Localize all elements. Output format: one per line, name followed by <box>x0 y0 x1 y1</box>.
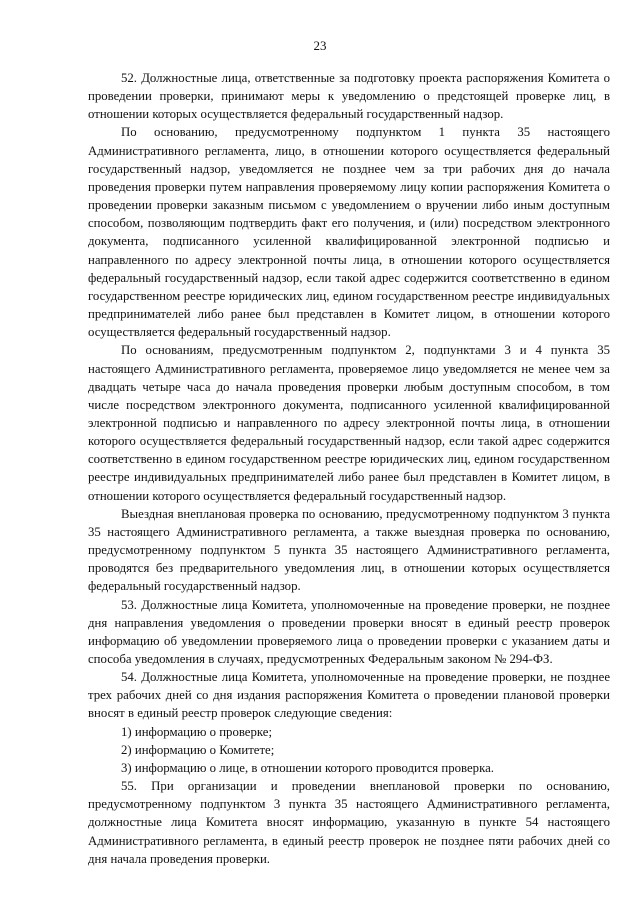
list-item-inspection-info: 1) информацию о проверке; <box>121 724 273 739</box>
paragraph-52: 52. Должностные лица, ответственные за подготовку проекта распоряжения Комитета о проведении проверки, принимают меры к уведомлению о предстоящей проверке лиц, в отношении которых осуществляется федеральный государственный надзор. <box>88 71 610 122</box>
document-body <box>88 69 610 868</box>
paragraph-notification-basis-2-4: По основаниям, предусмотренным подпунктом 2, подпунктами 3 и 4 пункта 35 настоящего Административного регламента, проверяемое лицо уведомляется не менее чем за двадцать четыре часа до начала проведения проверки любым доступным способом, в том числе посредством электронного документа, подписанного усиленной квалифицированной электронной подписью и направленного по адресу электронной почты лица, в отношении которого осуществляется федеральный государственный надзор, если такой адрес содержится соответственно в едином государственном реестре юридических лиц, едином государственном реестре индивидуальных предпринимателей либо ранее был представлен в Комитет лицом, в отношении которого осуществляется федеральный государственный надзор. <box>88 343 610 503</box>
paragraph-unannounced-inspection: Выездная внеплановая проверка по основанию, предусмотренному подпунктом 3 пункта 35 настоящего Административного регламента, а также выездная проверка по основанию, предусмотренному подпунктом 5 пункта 35 настоящего Административного регламента, проводятся без предварительного уведомления лиц, в отношении которых осуществляется федеральный государственный надзор. <box>88 506 610 594</box>
paragraph-53: 53. Должностные лица Комитета, уполномоченные на проведение проверки, не позднее дня направления уведомления о проведении проверки вносят в единый реестр проверок информацию об уведомлении проверяемого лица о проведении проверки с указанием даты и способа уведомления в случаях, предусмотренных Федеральным законом № 294-ФЗ. <box>88 597 610 666</box>
list-item-committee-info: 2) информацию о Комитете; <box>121 742 275 757</box>
paragraph-54: 54. Должностные лица Комитета, уполномоченные на проведение проверки, не позднее трех рабочих дней со дня издания распоряжения Комитета о проведении плановой проверки вносят в единый реестр проверок следующие сведения: <box>88 670 610 721</box>
list-item-inspected-person-info: 3) информацию о лице, в отношении которого проводится проверка. <box>121 760 494 775</box>
paragraph-55: 55. При организации и проведении внеплановой проверки по основанию, предусмотренному подпунктом 3 пункта 35 настоящего Административного регламента, должностные лица Комитета вносят информацию, указанную в пункте 54 настоящего Административного регламента, в единый реестр проверок не позднее пяти рабочих дней со дня начала проведения проверки. <box>88 779 610 866</box>
paragraph-notification-basis-1: По основанию, предусмотренному подпунктом 1 пункта 35 настоящего Административного регламента, лицо, в отношении которого осуществляется федеральный государственный надзор, уведомляется не позднее чем за три рабочих дня до начала проведения проверки путем направления проверяемому лицу копии распоряжения Комитета о проведении проверки заказным письмом с уведомлением о вручении либо иным доступным способом, позволяющим подтвердить факт его получения, и (или) посредством электронного документа, подписанного усиленной квалифицированной электронной подписью и направленного по адресу электронной почты лица, в отношении которого осуществляется федеральный государственный надзор, если такой адрес содержится соответственно в едином государственном реестре юридических лиц, едином государственном реестре индивидуальных предпринимателей либо ранее был представлен в Комитет лицом, в отношении которого осуществляется федеральный государственный надзор. <box>88 125 610 340</box>
page-number: 23 <box>313 38 327 53</box>
